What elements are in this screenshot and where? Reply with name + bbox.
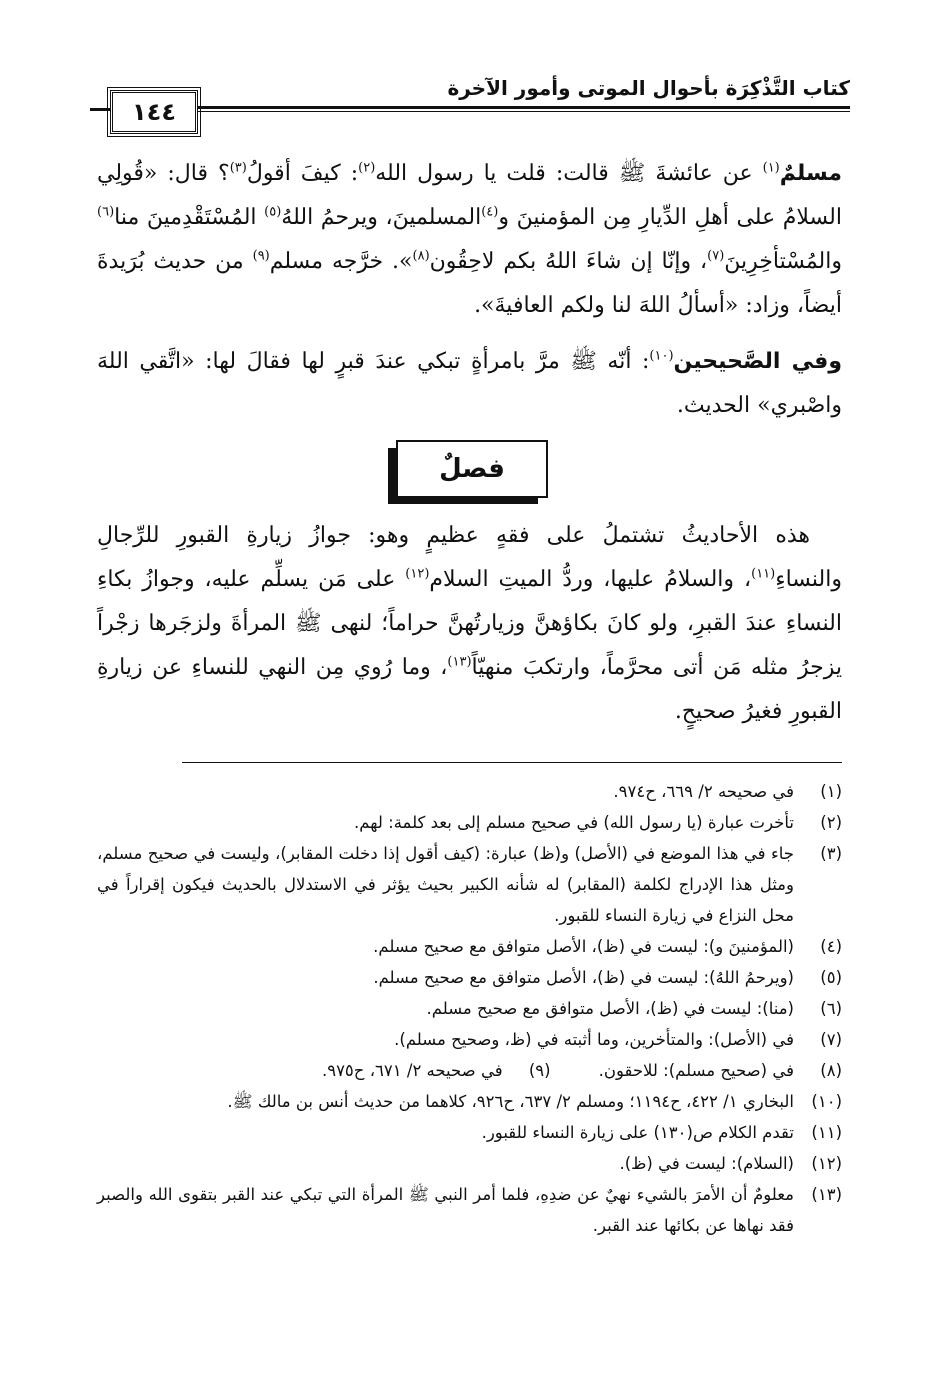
footnote-number: (٥) <box>820 968 842 987</box>
footnote-text: في صحيحه ٢/ ٦٦٩، ح٩٧٤. <box>613 782 794 801</box>
footnote-number: (٣) <box>820 844 842 863</box>
footnote-ref: (٨) <box>412 248 430 264</box>
footnote-ref: (١٢) <box>405 566 430 582</box>
footnote-text: (ويرحمُ اللهُ): ليست في (ظ)، الأصل متوافق مع صحيح مسلم. <box>373 968 794 987</box>
footnote-text: في (الأصل): والمتأخرين، وما أثبته في (ظ، وصحيح مسلم). <box>394 1030 794 1049</box>
footnote-number: (٧) <box>820 1030 842 1049</box>
footnote-number: (٢) <box>820 813 842 832</box>
text-run: : أنّه ﷺ مرَّ بامرأةٍ تبكي عندَ قبرٍ لها فقالَ لها: «اتَّقي اللهَ واصْبري» الحديث. <box>97 349 842 418</box>
running-header <box>90 70 850 130</box>
text-run: والمُسْتأخِرِينَ <box>724 249 842 274</box>
footnote <box>97 1117 842 1148</box>
paragraph-2 <box>97 340 842 428</box>
lead-word: مسلمٌ <box>779 161 842 186</box>
text-run: من حديث بُرَيدةَ أيضاً، وزاد: «أسألُ اللهَ لنا ولكم العافيةَ». <box>97 249 842 318</box>
footnote-number: (١) <box>820 782 842 801</box>
text-run: ». خرَّجه مسلم <box>269 249 413 274</box>
text-run: ؟ قال: «قُولِي السلامُ على أهلِ الدِّيارِ مِن المؤمنينَ و <box>97 161 842 230</box>
footnote-text: تأخرت عبارة (يا رسول الله) في صحيح مسلم إلى بعد كلمة: لهم. <box>354 813 794 832</box>
footnote-ref: (٥) <box>264 204 282 220</box>
footnote-number: (٩) <box>528 1061 551 1080</box>
footnote-number: (٤) <box>820 937 842 956</box>
footnote-ref: (٢) <box>358 160 376 176</box>
text-run: : كيفَ أقولُ <box>246 161 359 186</box>
header-rule-thin <box>198 111 850 112</box>
footnote-text: في صحيحه ٢/ ٦٧١، ح٩٧٥. <box>321 1061 503 1080</box>
text-run: المسلمينَ، ويرحمُ اللهُ <box>281 205 482 230</box>
footnote <box>97 807 842 838</box>
footnote-number: (١٠) <box>811 1092 842 1111</box>
footnote-ref: (١) <box>762 160 780 176</box>
footnote-separator <box>182 762 842 763</box>
text-run: على مَن يسلِّم عليه، وجوازُ بكاءِ النساءِ عندَ القبرِ، ولو كانَ بكاؤهنَّ وزيارتُهنَّ حراماً؛ لنهى ﷺ المرأةَ ولزجَرها زجْراً يزجرُ مثله مَن أتى محرَّماً، وارتكبَ منهيّاً <box>97 567 842 680</box>
footnote <box>97 1148 842 1179</box>
section-heading-box <box>388 440 548 510</box>
footnote <box>97 776 842 807</box>
footnote-pair <box>97 1055 842 1086</box>
text-run: هذه الأحاديثُ تشتملُ على فقهٍ عظيمٍ وهو: جوازُ زيارةِ القبورِ للرِّجالِ والنساءِ <box>97 523 842 592</box>
footnote-number: (١١) <box>811 1123 842 1142</box>
text-run: ، وإنّا إن شاءَ اللهُ بكم لاحِقُون <box>429 249 708 274</box>
footnote-number: (١٣) <box>811 1185 842 1204</box>
footnote-text: معلومٌ أن الأمرَ بالشيء نهيٌ عن ضدِهِ، فلما أمر النبي ﷺ المرأة التي تبكي عند القبر بتقوى الله والصبر فقد نهاها عن بكائها عند القبر. <box>97 1185 794 1235</box>
footnote-text: (المؤمنينَ و): ليست في (ظ)، الأصل متوافق مع صحيح مسلم. <box>373 937 794 956</box>
text-run: ، وما رُوي مِن النهي للنساءِ عن زيارةِ القبورِ فغيرُ صحيحٍ. <box>97 655 842 724</box>
footnote <box>97 931 842 962</box>
footnote-ref: (١١) <box>751 566 776 582</box>
footnote <box>97 993 842 1024</box>
book-title: كتاب التَّذْكِرَة بأحوال الموتى وأمور الآخرة <box>447 76 850 100</box>
header-rule-stub <box>90 108 110 111</box>
paragraph-3 <box>97 514 842 734</box>
header-rule <box>198 106 850 109</box>
footnote-number: (٨) <box>820 1061 842 1080</box>
footnote-ref: (٣) <box>229 160 247 176</box>
footnote-text: في (صحيح مسلم): للاحقون. <box>598 1061 794 1080</box>
footnotes <box>97 776 842 1241</box>
footnote-ref: (٧) <box>707 248 725 264</box>
lead-word: وفي الصَّحيحين <box>673 349 842 374</box>
footnote <box>97 962 842 993</box>
footnote-ref: (٦) <box>97 204 115 220</box>
footnote-text: البخاري ١/ ٤٢٢، ح١١٩٤؛ ومسلم ٢/ ٦٣٧، ح٩٢٦، كلاهما من حديث أنس بن مالك ﷺ. <box>227 1092 794 1111</box>
text-run: ، والسلامُ عليها، وردُّ الميتِ السلام <box>429 567 752 592</box>
footnote <box>97 838 842 931</box>
text-run: عن عائشةَ ﷺ قالت: قلت يا رسول الله <box>375 161 763 186</box>
footnote-text: جاء في هذا الموضع في (الأصل) و(ظ) عبارة: (كيف أقول إذا دخلت المقابر)، وليست في صحيح مسلم، ومثل هذا الإدراج لكلمة (المقابر) له شأنه الكبير بحيث يؤثر في الاستدلال بالحديث فيكون إقراراً في محل النزاع في زيارة النساء للقبور. <box>97 844 794 925</box>
footnote-text: (السلام): ليست في (ظ). <box>619 1154 794 1173</box>
section-heading: فصلٌ <box>396 440 548 498</box>
page-number: ١٤٤ <box>110 90 198 134</box>
footnote-ref: (٩) <box>252 248 270 264</box>
footnote-text: (منا): ليست في (ظ)، الأصل متوافق مع صحيح مسلم. <box>426 999 794 1018</box>
footnote-number: (٦) <box>820 999 842 1018</box>
footnote-ref: (١٠) <box>649 348 674 364</box>
footnote-ref: (٤) <box>481 204 499 220</box>
paragraph-1 <box>97 152 842 328</box>
footnote-ref: (١٣) <box>447 654 472 670</box>
footnote-number: (١٢) <box>811 1154 842 1173</box>
footnote <box>97 1179 842 1241</box>
footnote <box>97 1086 842 1117</box>
footnote-text: تقدم الكلام ص(١٣٠) على زيارة النساء للقبور. <box>481 1123 794 1142</box>
text-run: المُسْتَقْدِمينَ منا <box>114 205 265 230</box>
footnote <box>97 1024 842 1055</box>
